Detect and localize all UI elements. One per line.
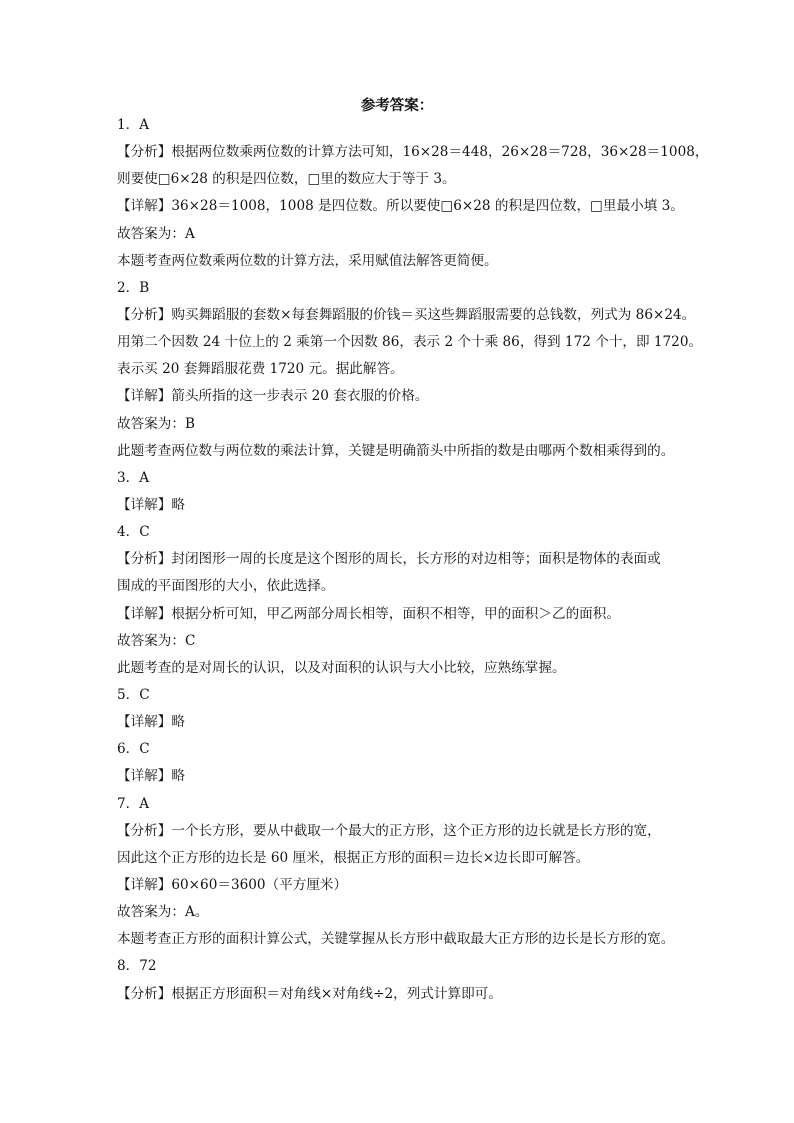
answer-line: 此题考查的是对周长的认识，以及对面积的认识与大小比较，应熟练掌握。 (117, 659, 566, 676)
answer-line: 【详解】略 (117, 496, 185, 513)
answer-line: 3．A (117, 469, 150, 486)
answer-line: 6．C (117, 741, 150, 758)
answer-line: 故答案为：A。 (117, 904, 209, 921)
answer-line: 则要使□6×28 的积是四位数，□里的数应大于等于 3。 (117, 171, 456, 188)
answer-line: 【详解】略 (117, 714, 185, 731)
answer-line: 本题考查两位数乘两位数的计算方法，采用赋值法解答更简便。 (117, 252, 498, 269)
answer-line: 2．B (117, 279, 150, 296)
answer-line: 7．A (117, 795, 150, 812)
answer-line: 用第二个因数 24 十位上的 2 乘第一个因数 86，表示 2 个十乘 86，得到 172 个十，即 1720。 (117, 334, 703, 351)
answer-title: 参考答案： (360, 97, 434, 114)
answer-line: 【详解】根据分析可知，甲乙两部分周长相等，面积不相等，甲的面积＞乙的面积。 (117, 605, 620, 622)
answer-line: 1．A (117, 117, 150, 133)
answer-body (117, 112, 709, 1008)
answer-line: 【分析】封闭图形一周的长度是这个图形的周长，长方形的对边相等；面积是物体的表面或 (117, 551, 661, 568)
answer-line: 8．72 (117, 958, 157, 975)
answer-line: 表示买 20 套舞蹈服花费 1720 元。据此解答。 (117, 361, 404, 378)
answer-line: 因此这个正方形的边长是 60 厘米，根据正方形的面积＝边长×边长即可解答。 (117, 849, 590, 866)
answer-line: 5．C (117, 686, 150, 703)
answer-line: 【分析】根据两位数乘两位数的计算方法可知，16×28＝448，26×28＝728，36×28＝1008， (117, 144, 709, 161)
answer-line: 【分析】购买舞蹈服的套数×每套舞蹈服的价钱＝买这些舞蹈服需要的总钱数，列式为 86×24。 (117, 306, 696, 323)
answer-line: 故答案为：B (117, 415, 195, 432)
answer-line: 4．C (117, 524, 150, 541)
answer-line: 【分析】根据正方形面积＝对角线×对角线÷2，列式计算即可。 (117, 985, 502, 1002)
answer-line: 【详解】36×28＝1008，1008 是四位数。所以要使□6×28 的积是四位数，□里最小填 3。 (117, 198, 684, 215)
answer-line: 围成的平面图形的大小，依此选择。 (117, 578, 335, 595)
answer-line: 此题考查两位数与两位数的乘法计算，关键是明确箭头中所指的数是由哪两个数相乘得到的。 (117, 442, 675, 459)
answer-line: 故答案为：A (117, 225, 195, 242)
answer-line: 【分析】一个长方形，要从中截取一个最大的正方形，这个正方形的边长就是长方形的宽， (117, 822, 661, 839)
answer-line: 【详解】60×60＝3600（平方厘米） (117, 876, 348, 893)
answer-line: 本题考查正方形的面积计算公式，关键掌握从长方形中截取最大正方形的边长是长方形的宽。 (117, 931, 675, 948)
answer-line: 故答案为：C (117, 632, 196, 649)
answer-line: 【详解】箭头所指的这一步表示 20 套衣服的价格。 (117, 388, 429, 405)
answer-line: 【详解】略 (117, 768, 185, 785)
